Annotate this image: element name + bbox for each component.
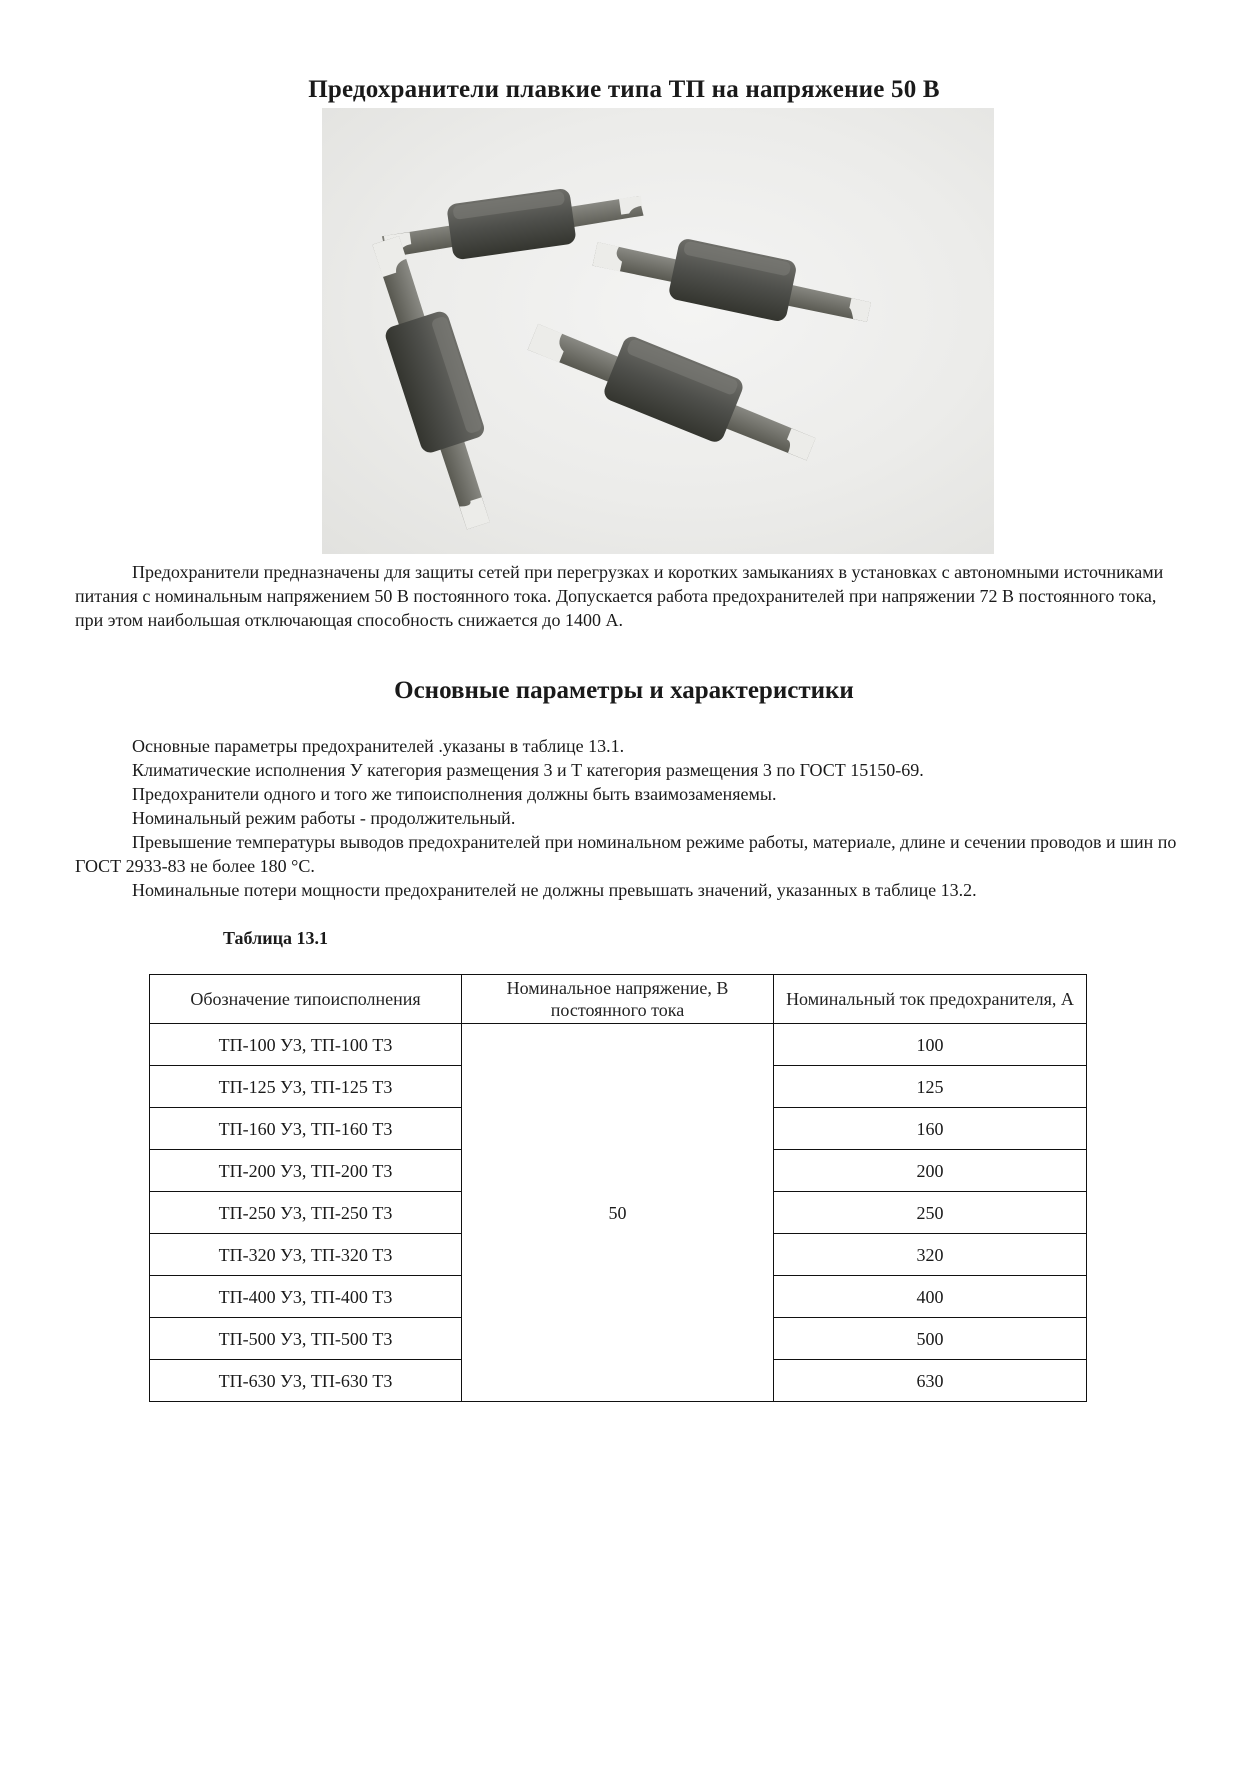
cell-type: ТП-500 У3, ТП-500 Т3 (150, 1318, 462, 1360)
parameters-text (75, 734, 1185, 902)
cell-type: ТП-250 У3, ТП-250 Т3 (150, 1192, 462, 1234)
header-voltage: Номинальное напряжение, В постоянного тока (462, 975, 774, 1024)
paragraph: Предохранители одного и того же типоисполнения должны быть взаимозаменяемы. (132, 784, 777, 804)
cell-type: ТП-160 У3, ТП-160 Т3 (150, 1108, 462, 1150)
cell-current: 400 (774, 1276, 1087, 1318)
table-header-row (150, 975, 1087, 1024)
header-type: Обозначение типоисполнения (150, 975, 462, 1024)
table-caption: Таблица 13.1 (223, 928, 328, 948)
paragraph: Превышение температуры выводов предохранителей при номинальном режиме работы, материале, длине и сечении проводов и шин по ГОСТ 2933-83 не более 180 °С. (75, 832, 1177, 876)
fuse-parameters-table (149, 974, 1087, 1402)
cell-current: 500 (774, 1318, 1087, 1360)
cell-type: ТП-100 У3, ТП-100 Т3 (150, 1024, 462, 1066)
cell-current: 200 (774, 1150, 1087, 1192)
paragraph: Климатические исполнения У категория размещения 3 и Т категория размещения 3 по ГОСТ 15150-69. (132, 760, 924, 780)
table-row (150, 1024, 1087, 1066)
section-title: Основные параметры и характеристики (394, 677, 854, 704)
cell-current: 250 (774, 1192, 1087, 1234)
paragraph: Номинальный режим работы - продолжительный. (132, 808, 516, 828)
fuse-2 (589, 221, 876, 340)
cell-type: ТП-320 У3, ТП-320 Т3 (150, 1234, 462, 1276)
cell-current: 100 (774, 1024, 1087, 1066)
fuse-photo (322, 108, 994, 554)
cell-current: 125 (774, 1066, 1087, 1108)
intro-paragraph: Предохранители предназначены для защиты сетей при перегрузках и коротких замыканиях в установках с автономными источниками питания с номинальным напряжением 50 В постоянного тока. Допускается работа предохранителей при напряжении 72 В постоянного тока, при этом наибольшая отключающая способность снижается до 1400 А. (75, 562, 1164, 630)
cell-type: ТП-125 У3, ТП-125 Т3 (150, 1066, 462, 1108)
cell-type: ТП-400 У3, ТП-400 Т3 (150, 1276, 462, 1318)
cell-current: 160 (774, 1108, 1087, 1150)
cell-current: 320 (774, 1234, 1087, 1276)
cell-voltage: 50 (462, 1024, 774, 1402)
cell-current: 630 (774, 1360, 1087, 1402)
header-current: Номинальный ток предохранителя, А (774, 975, 1087, 1024)
paragraph: Основные параметры предохранителей .указаны в таблице 13.1. (132, 736, 625, 756)
cell-type: ТП-630 У3, ТП-630 Т3 (150, 1360, 462, 1402)
fuse-3 (357, 229, 512, 535)
paragraph: Номинальные потери мощности предохранителей не должны превышать значений, указанных в таблице 13.2. (132, 880, 977, 900)
fuse-4 (522, 302, 826, 477)
page-title: Предохранители плавкие типа ТП на напряжение 50 В (308, 76, 940, 103)
cell-type: ТП-200 У3, ТП-200 Т3 (150, 1150, 462, 1192)
